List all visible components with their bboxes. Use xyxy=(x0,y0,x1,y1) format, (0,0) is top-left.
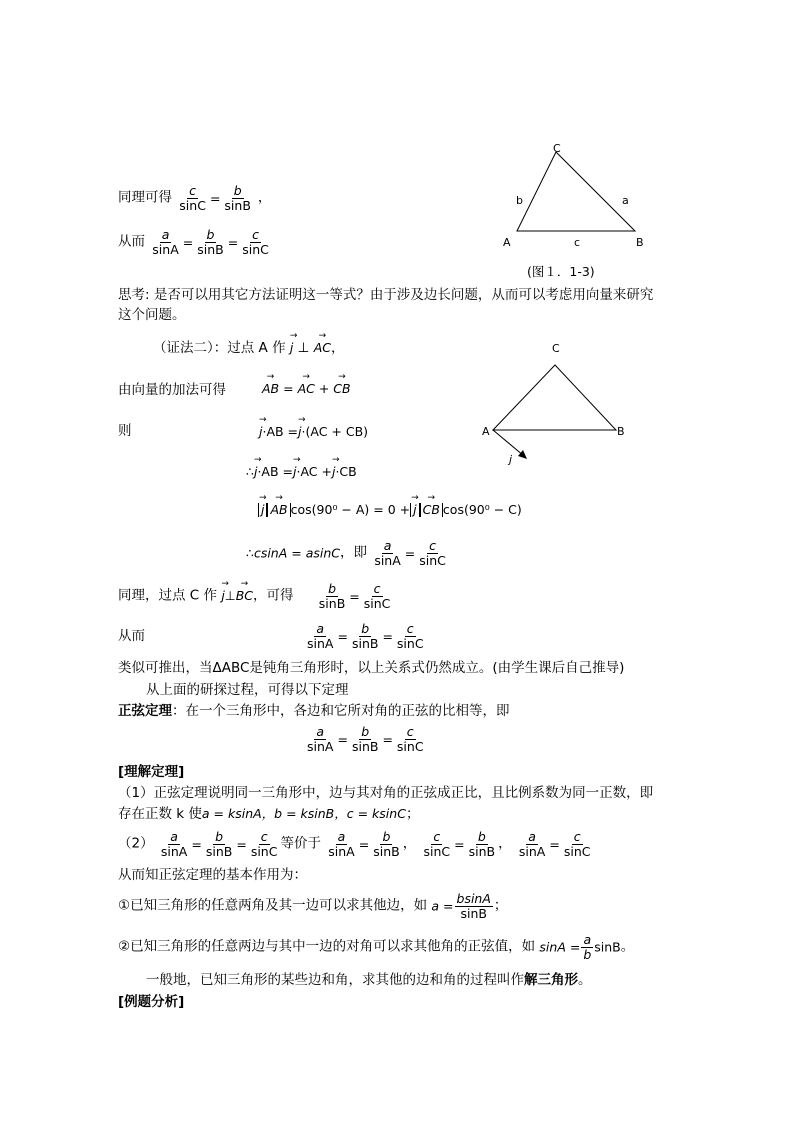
vector-add-eq: → AB = → AC + → CB xyxy=(262,382,351,396)
figure-1-caption: (图１．1-3) xyxy=(527,264,595,279)
vector-j-arrowhead xyxy=(518,450,527,459)
obtuse-text: 类似可推出，当ΔABC是钝角三角形时，以上关系式仍然成立。(由学生课后自己推导) xyxy=(118,660,625,676)
vector-add-text: 由向量的加法可得 xyxy=(118,382,226,398)
therefore-eq-1: ∴→ j·AB =→ j·AC +→ j·CB xyxy=(246,465,357,479)
magnitude-eq: → j→ AB cos(90⁰ − A) = 0 +→ j→ CB cos(90⁰ − C) xyxy=(258,503,522,517)
example-heading: [例题分析] xyxy=(118,994,185,1010)
understand-heading: [理解定理] xyxy=(118,764,185,780)
side-b-label: b xyxy=(516,194,523,207)
vertex-C-label: C xyxy=(553,142,561,155)
item2-line: （2） $\frac{a}{\sin A}$ = $\frac{b}{\sin B}$ = $\frac{c}{\sin C}$ 等价于 $\frac{a}{\sin A}$ = $\frac{b}{\sin B}$ ， $\frac{c}{\sin C}$ = $\frac{b}{\sin B}$ ， $\frac{a}{\sin A}$ = $\frac{c}{\sin C}$ xyxy=(118,829,591,860)
fig2-vertex-A: A xyxy=(482,425,490,438)
from-know-text: 从而知正弦定理的基本作用为： xyxy=(118,867,307,883)
frac-b-sinB: $\frac{b}{\sin B}$ xyxy=(224,183,251,214)
triangle-figure-2 xyxy=(478,335,638,465)
theorem-title: 正弦定理 xyxy=(118,703,172,719)
triangle-figure-1 xyxy=(495,140,655,280)
use2-line: ②已知三角形的任意两边与其中一边的对角可以求其他角的正弦值，如 sinA = $\frac{a}{b}$ sinB。 xyxy=(118,932,635,963)
think-line-1: 思考: 是否可以用其它方法证明这一等式？由于涉及边长问题，从而可以考虑用向量来研究 xyxy=(118,287,654,303)
similarly-line: 同理可得 $\frac{c}{\sin C}$ = $\frac{b}{\sin B}$ ， xyxy=(118,183,272,214)
triangle-1-shape xyxy=(517,152,635,231)
item1-line1: （1）正弦定理说明同一三角形中，边与其对角的正弦成正比，且比例系数为同一正数，即 xyxy=(118,785,654,801)
side-a-label: a xyxy=(622,194,629,207)
vertex-B-label: B xyxy=(636,236,644,249)
triangle-2-shape xyxy=(493,365,616,430)
theorem-line: 正弦定理：在一个三角形中，各边和它所对角的正弦的比相等，即 xyxy=(118,703,510,719)
from-then-text: 从而 xyxy=(118,628,145,644)
side-c-label: c xyxy=(574,236,581,249)
frac-c-sinC: $\frac{c}{\sin C}$ xyxy=(179,183,206,214)
theorem-eq: $\frac{a}{\sin A}$ = $\frac{b}{\sin B}$ = $\frac{c}{\sin C}$ xyxy=(307,724,424,755)
then-eq: → j·AB =→ j·(AC + CB) xyxy=(259,425,368,439)
fig2-vertex-C: C xyxy=(552,342,560,355)
vertex-A-label: A xyxy=(503,236,511,249)
fig2-vector-j: j xyxy=(509,453,513,465)
then-text: 则 xyxy=(118,423,132,439)
proof2-line: （证法二）：过点 A 作 → j ⊥ → AC， xyxy=(153,341,345,357)
think-line-2: 这个问题。 xyxy=(118,307,186,323)
use1-line: ①已知三角形的任意两角及其一边可以求其他边，如 a = $\frac{bsinA}{\sin B}$ ； xyxy=(118,891,508,922)
from-then-eq: $\frac{a}{\sin A}$ = $\frac{b}{\sin B}$ = $\frac{c}{\sin C}$ xyxy=(307,621,424,652)
therefore-line: 从而 $\frac{a}{\sin A}$ = $\frac{b}{\sin B}$ = $\frac{c}{\sin C}$ xyxy=(118,227,269,258)
csinA-line: ∴csinA = asinC，即 $\frac{a}{\sin A}$ = $\frac{c}{\sin C}$ xyxy=(246,538,446,569)
research-text: 从上面的研探过程，可得以下定理 xyxy=(146,682,349,698)
general-line: 一般地，已知三角形的某些边和角，求其他的边和角的过程叫作解三角形。 xyxy=(146,972,592,988)
fig2-vertex-B: B xyxy=(617,425,625,438)
similarly-C-line: 同理，过点 C 作 → j⊥→ BC，可得 $\frac{b}{\sin B}$ = $\frac{c}{\sin C}$ xyxy=(118,582,393,612)
item1-line2: 存在正数 k 使a = ksinA，b = ksinB，c = ksinC； xyxy=(118,806,420,822)
similarly-text: 同理可得 xyxy=(118,189,172,206)
